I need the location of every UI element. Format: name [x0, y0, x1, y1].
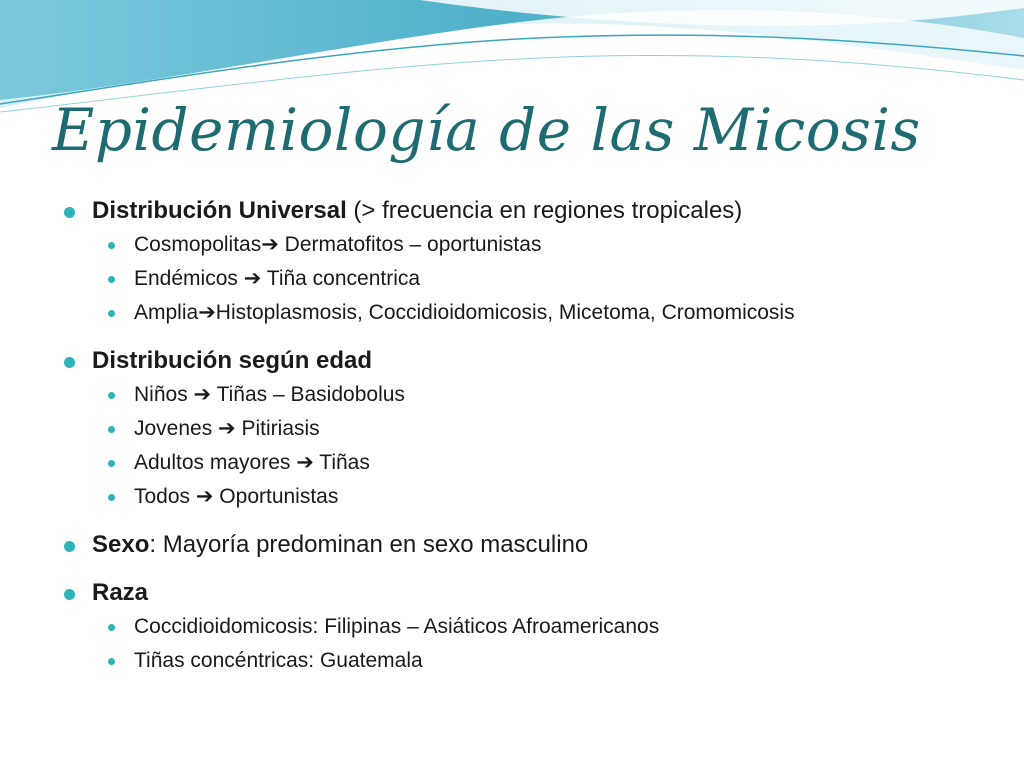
bullet-distribucion-edad	[64, 344, 1004, 514]
sub-item	[92, 610, 1004, 644]
sub-item	[92, 480, 1004, 514]
bullet-dot	[64, 541, 75, 552]
sub-item	[92, 644, 1004, 678]
sub-item	[92, 378, 1004, 412]
sub-item-text: Cosmopolitas➔ Dermatofitos – oportunistas	[134, 233, 542, 256]
sub-bullet-dot	[108, 460, 115, 467]
sub-item-text: Tiñas concéntricas: Guatemala	[134, 649, 423, 672]
bullet-heading: Raza	[92, 579, 149, 606]
sub-bullet-dot	[108, 494, 115, 501]
bullet-raza	[64, 576, 1004, 678]
bullet-sexo	[64, 528, 1004, 562]
sub-bullet-dot	[108, 392, 115, 399]
sub-item	[92, 228, 1004, 262]
sub-item	[92, 412, 1004, 446]
sub-item	[92, 296, 1004, 330]
bullet-list	[64, 194, 1004, 678]
sub-item-text: Jovenes ➔ Pitiriasis	[134, 417, 320, 440]
sub-list	[92, 228, 1004, 330]
sub-bullet-dot	[108, 276, 115, 283]
bullet-distribucion-universal	[64, 194, 1004, 330]
sub-bullet-dot	[108, 426, 115, 433]
sub-item-text: Coccidioidomicosis: Filipinas – Asiáticos Afroamericanos	[134, 615, 660, 638]
sub-item-text: Amplia➔Histoplasmosis, Coccidioidomicosis, Micetoma, Cromomicosis	[134, 301, 795, 324]
sub-list	[92, 610, 1004, 678]
sub-item	[92, 446, 1004, 480]
sub-bullet-dot	[108, 310, 115, 317]
bullet-dot	[64, 357, 75, 368]
bullet-text: : Mayoría predominan en sexo masculino	[149, 531, 589, 558]
sub-bullet-dot	[108, 242, 115, 249]
sub-bullet-dot	[108, 624, 115, 631]
sub-item	[92, 262, 1004, 296]
bullet-heading: Distribución según edad	[92, 347, 373, 374]
sub-item-text: Todos ➔ Oportunistas	[134, 485, 339, 508]
bullet-heading: Sexo	[92, 531, 150, 558]
sub-list	[92, 378, 1004, 514]
sub-item-text: Adultos mayores ➔ Tiñas	[134, 451, 370, 474]
sub-bullet-dot	[108, 658, 115, 665]
slide-title: Epidemiología de las Micosis	[52, 96, 921, 164]
sub-item-text: Niños ➔ Tiñas – Basidobolus	[134, 383, 405, 406]
bullet-heading: Distribución Universal	[92, 197, 347, 224]
sub-item-text: Endémicos ➔ Tiña concentrica	[134, 267, 421, 290]
bullet-text: (> frecuencia en regiones tropicales)	[346, 197, 743, 224]
bullet-dot	[64, 589, 75, 600]
bullet-dot	[64, 207, 75, 218]
